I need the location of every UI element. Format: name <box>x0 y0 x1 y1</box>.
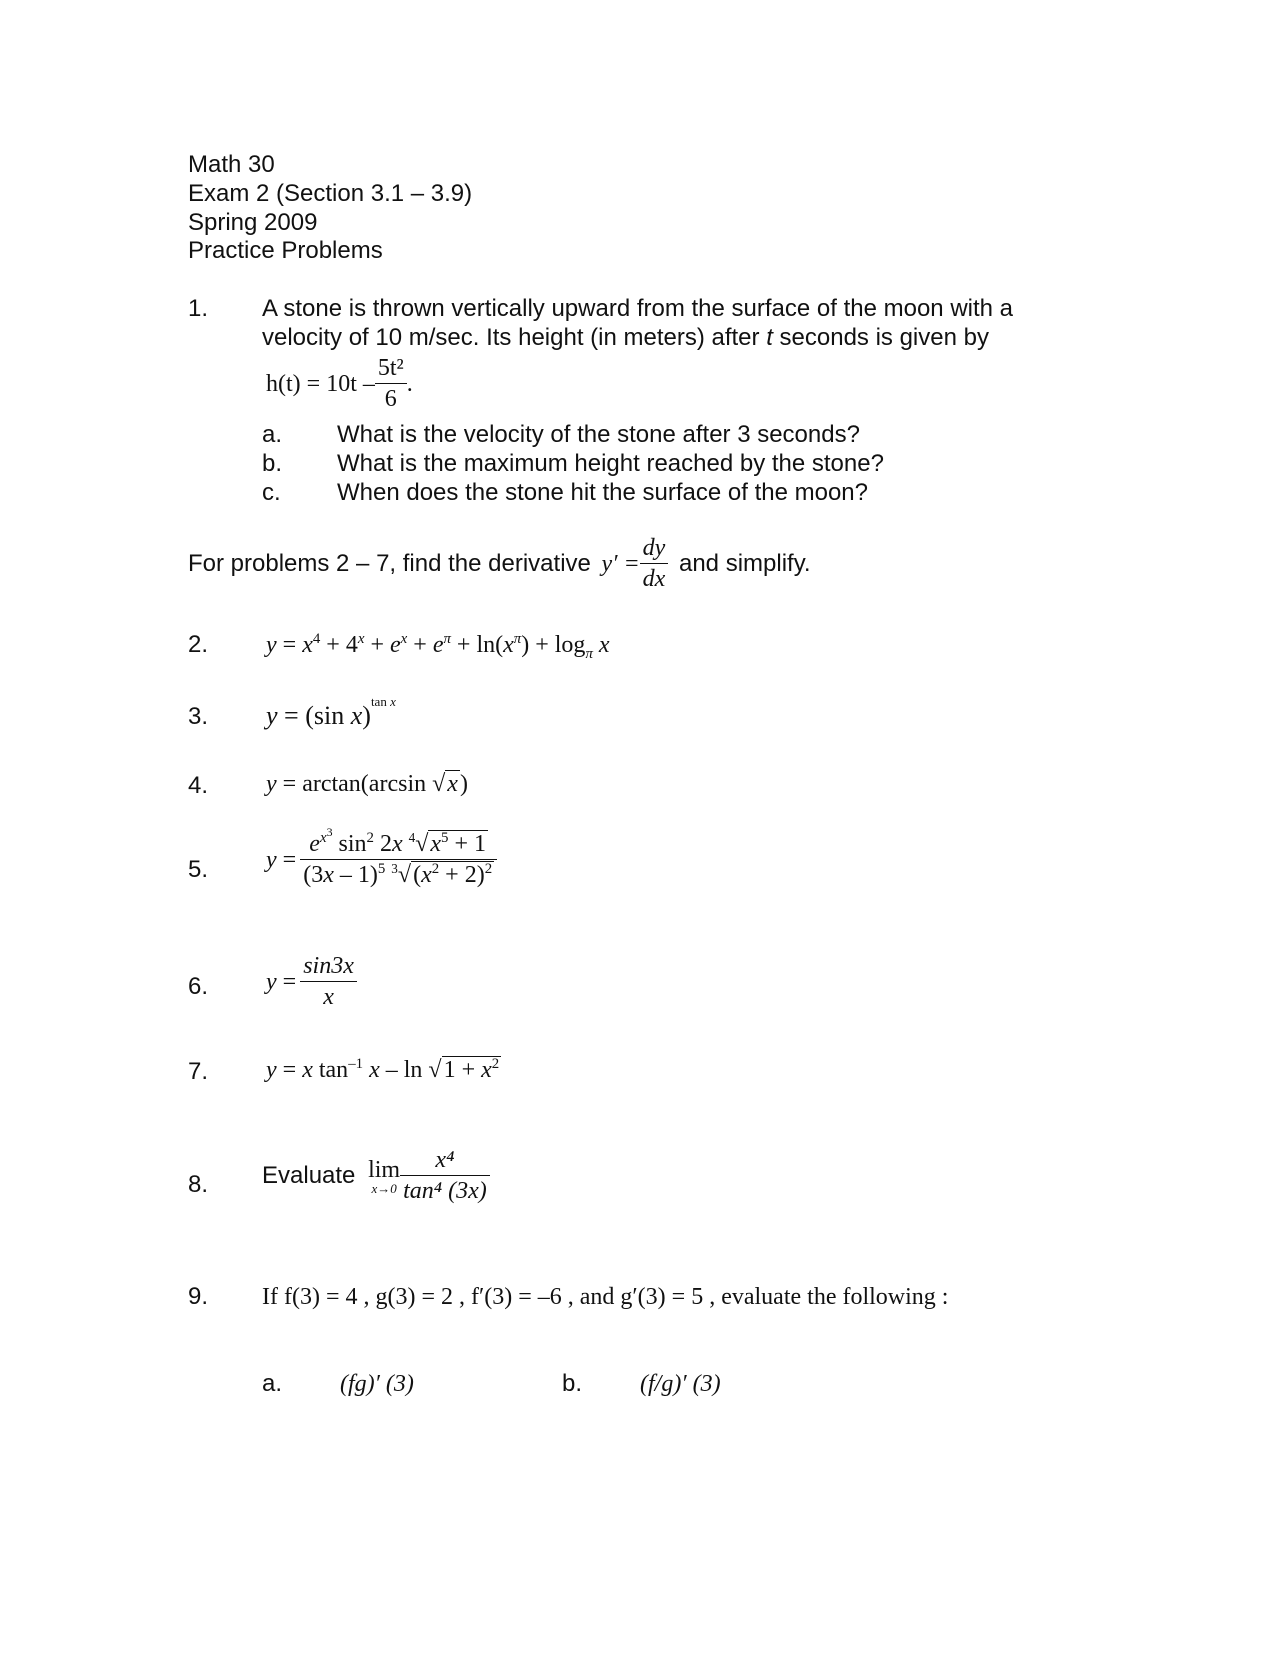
problem-4-formula: y = arctan(arcsin √x) <box>266 771 468 797</box>
problem-number-1: 1. <box>188 295 209 322</box>
problem-7-formula: y = x $\tan^{-1} x - \ln √1 + x^2$ <box>266 1056 500 1083</box>
problem-number-3: 3. <box>188 703 209 730</box>
course-title: Math 30 <box>188 151 275 178</box>
problem-6-formula: y = $\frac{\sin 3x}{x}$ <box>266 954 357 1010</box>
problem-2-formula: $y = x^4 + 4^x + e^x + e^\pi + \ln(x^\pi) + \log_\pi x$ <box>266 631 610 662</box>
problem-8-formula: Evaluate lim x→0 $\frac{\text{x⁴}}{\text{tan⁴ (3x)}}$ <box>262 1148 490 1204</box>
problem-1-text-line1: A stone is thrown vertically upward from the surface of the moon with a <box>262 295 1014 322</box>
problem-1-text-line2: velocity of 10 m/sec. Its height (in meters) after t seconds is given by <box>262 324 989 351</box>
problem-number-8: 8. <box>188 1171 209 1198</box>
problem-9a-expr: (fg)′ (3) <box>340 1371 414 1397</box>
problem-9b-expr: (f/g)′ (3) <box>640 1371 721 1397</box>
instructions-line: For problems 2 – 7, find the derivative y′ = $\frac{dy}{dx}$ and simplify. <box>188 535 811 593</box>
problem-1b-text: What is the maximum height reached by the stone? <box>337 450 884 477</box>
problem-number-5: 5. <box>188 856 209 883</box>
problem-1c-text: When does the stone hit the surface of the moon? <box>337 479 868 506</box>
problem-9a-label: a. <box>262 1370 283 1397</box>
problem-number-2: 2. <box>188 631 209 658</box>
problem-5-formula: y = $\frac{e^{x^3} \sin^2 2x ^4√x^5 + 1}{(3x - 1)^5 ^3√(x^2 + 2)^2}$ <box>266 832 497 888</box>
problem-1-height-formula: h(t) = 10t – $\frac{\text{5t²}}{6}$ . <box>266 355 413 413</box>
problem-1a-label: a. <box>262 421 283 448</box>
problem-1b-label: b. <box>262 450 283 477</box>
problem-1c-label: c. <box>262 479 281 506</box>
problem-number-6: 6. <box>188 973 209 1000</box>
problem-1a-text: What is the velocity of the stone after 3 seconds? <box>337 421 860 448</box>
problem-3-formula: y = (sin x)$^{tan x}$ <box>266 694 396 730</box>
problem-number-4: 4. <box>188 772 209 799</box>
problem-number-9: 9. <box>188 1283 209 1310</box>
exam-title: Exam 2 (Section 3.1 – 3.9) <box>188 180 473 207</box>
term: Spring 2009 <box>188 209 318 236</box>
problem-number-7: 7. <box>188 1058 209 1085</box>
problem-9b-label: b. <box>562 1370 583 1397</box>
problem-9-text: If f(3) = 4 , g(3) = 2 , f′(3) = –6 , and g′(3) = 5 , evaluate the following : <box>262 1284 949 1310</box>
document-subtitle: Practice Problems <box>188 237 383 264</box>
